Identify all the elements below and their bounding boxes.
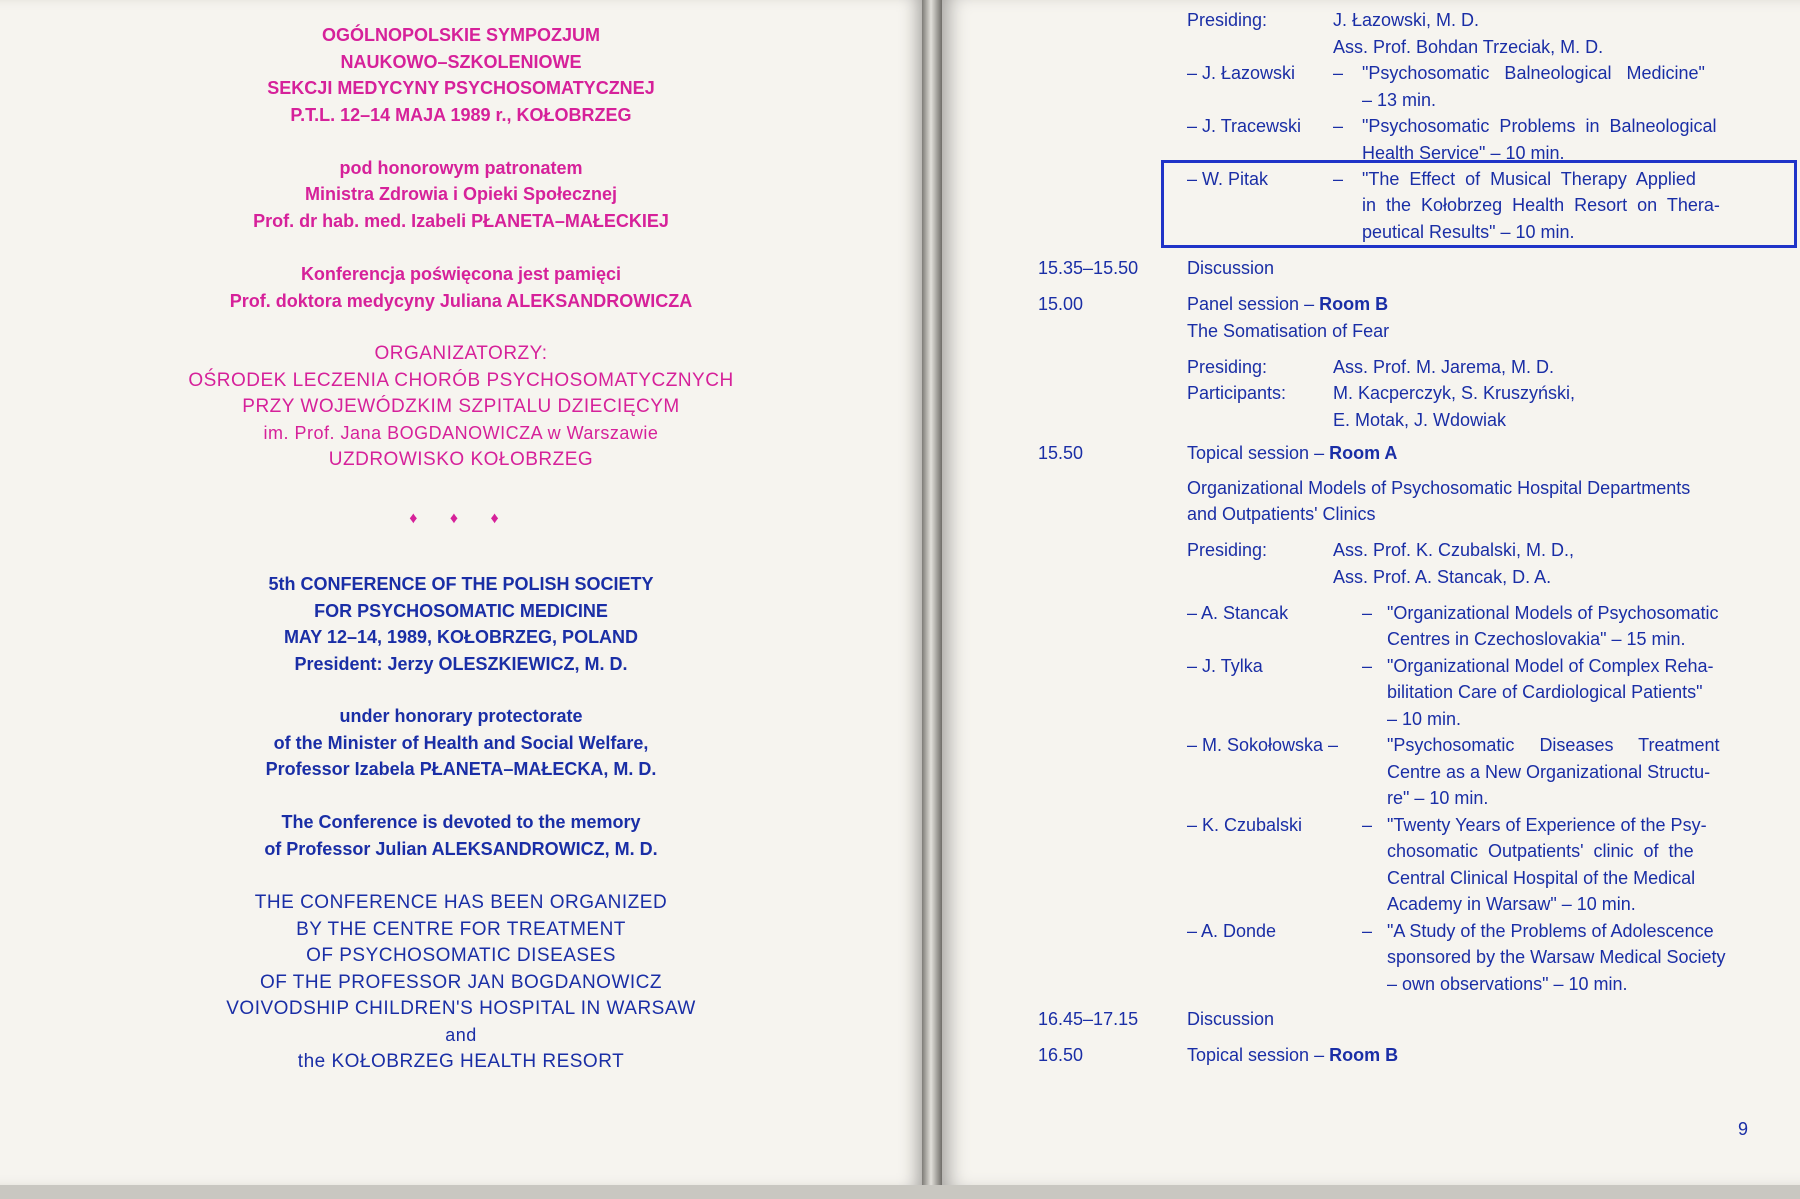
english-header-line-3: MAY 12–14, 1989, KOŁOBRZEG, POLAND [283, 627, 639, 647]
polish-header-line-3: SEKCJI MEDYCYNY PSYCHOSOMATYCZNEJ [267, 78, 655, 98]
english-organizers-line-1: THE CONFERENCE HAS BEEN ORGANIZED [254, 892, 668, 913]
talk-speaker: – A. Stancak [1187, 603, 1289, 623]
english-organizers-line-5: VOIVODSHIP CHILDREN'S HOSPITAL IN WARSAW [226, 998, 696, 1019]
schedule-time: 15.00 [1038, 294, 1084, 314]
talk-title-line: "Twenty Years of Experience of the Psy- [1387, 815, 1707, 835]
participants-label: Participants: [1187, 383, 1287, 403]
talk-dash: – [1333, 169, 1344, 189]
talk-title-line: "Organizational Model of Complex Reha- [1387, 656, 1714, 676]
polish-organizers-line-5: UZDROWISKO KOŁOBRZEG [328, 449, 594, 470]
polish-header-line-4: P.T.L. 12–14 MAJA 1989 r., KOŁOBRZEG [290, 105, 632, 125]
topical-title-line: and Outpatients' Clinics [1187, 504, 1376, 524]
talk-title-line: "Organizational Models of Psychosomatic [1387, 603, 1719, 623]
page-number: 9 [1738, 1119, 1749, 1139]
talk-speaker: – J. Tracewski [1187, 116, 1302, 136]
schedule-time: 15.50 [1038, 443, 1084, 463]
talk-title-line: "Psychosomatic Problems in Balneological [1362, 116, 1717, 136]
talk-title-line: – 13 min. [1362, 90, 1437, 110]
english-memory-line-1: The Conference is devoted to the memory [281, 812, 641, 832]
page-bottom-edge [0, 1185, 1800, 1199]
talk-title-line: Centres in Czechoslovakia" – 15 min. [1387, 629, 1686, 649]
english-organizers-line-4: OF THE PROFESSOR JAN BOGDANOWICZ [259, 972, 662, 993]
polish-memory-line-1: Konferencja poświęcona jest pamięci [300, 264, 622, 284]
talk-speaker: – M. Sokołowska – [1187, 735, 1339, 755]
session-label: Topical session – [1187, 1045, 1330, 1065]
session-label: Topical session – [1187, 443, 1330, 463]
talk-title-line: Health Service" – 10 min. [1362, 143, 1565, 163]
english-organizers-line-2: BY THE CENTRE FOR TREATMENT [296, 919, 626, 940]
english-organizers-line-7: the KOŁOBRZEG HEALTH RESORT [297, 1051, 625, 1072]
english-header-line-1: 5th CONFERENCE OF THE POLISH SOCIETY [268, 574, 654, 594]
polish-organizers-line-2: OŚRODEK LECZENIA CHORÓB PSYCHOSOMATYCZNYCH [188, 370, 734, 391]
presiding-name-2: Ass. Prof. Bohdan Trzeciak, M. D. [1333, 37, 1604, 57]
presiding-name: Ass. Prof. M. Jarema, M. D. [1333, 357, 1555, 377]
talk-title-line: re" – 10 min. [1387, 788, 1489, 808]
talk-speaker: – A. Donde [1187, 921, 1277, 941]
presiding-name: Ass. Prof. K. Czubalski, M. D., [1333, 540, 1575, 560]
english-memory-line-2: of Professor Julian ALEKSANDROWICZ, M. D. [264, 839, 658, 859]
panel-title: The Somatisation of Fear [1187, 321, 1390, 341]
room-label: Room A [1329, 443, 1398, 463]
talk-title-line: Centre as a New Organizational Structu- [1387, 762, 1711, 782]
english-patronage-line-3: Professor Izabela PŁANETA–MAŁECKA, M. D. [265, 759, 657, 779]
talk-title-line: Academy in Warsaw" – 10 min. [1387, 894, 1636, 914]
presiding-label: Presiding: [1187, 10, 1268, 30]
presiding-name-1: J. Łazowski, M. D. [1333, 10, 1480, 30]
talk-title-line: bilitation Care of Cardiological Patients" [1387, 682, 1703, 702]
polish-header-line-2: NAUKOWO–SZKOLENIOWE [340, 52, 582, 72]
participants-line: E. Motak, J. Wdowiak [1333, 410, 1507, 430]
presiding-name: Ass. Prof. A. Stancak, D. A. [1333, 567, 1552, 587]
english-header-line-2: FOR PSYCHOSOMATIC MEDICINE [314, 601, 608, 621]
topical-session-heading [1187, 1042, 1398, 1069]
english-header-line-4: President: Jerzy OLESZKIEWICZ, M. D. [294, 654, 628, 674]
schedule-time: 16.50 [1038, 1045, 1084, 1065]
talk-title-line: – own observations" – 10 min. [1387, 974, 1628, 994]
talk-dash: – [1362, 656, 1373, 676]
schedule-time: 15.35–15.50 [1038, 258, 1139, 278]
schedule-time: 16.45–17.15 [1038, 1009, 1139, 1029]
book-spine [922, 0, 942, 1199]
talk-title-line: – 10 min. [1387, 709, 1462, 729]
talk-title-line: "The Effect of Musical Therapy Applied [1362, 169, 1696, 189]
polish-patronage-line-1: pod honorowym patronatem [339, 158, 583, 178]
diamond-separator: ♦ ♦ ♦ [409, 510, 513, 527]
panel-session-heading [1187, 291, 1388, 318]
polish-organizers-line-4: im. Prof. Jana BOGDANOWICZA w Warszawie [263, 423, 659, 443]
presiding-label: Presiding: [1187, 540, 1268, 560]
talk-title-line: Central Clinical Hospital of the Medical [1387, 868, 1696, 888]
talk-title-line: sponsored by the Warsaw Medical Society [1387, 947, 1726, 967]
topical-session-heading [1187, 440, 1397, 467]
talk-title-line: peutical Results" – 10 min. [1362, 222, 1575, 242]
talk-title-line: "Psychosomatic Balneological Medicine" [1362, 63, 1705, 83]
discussion-label: Discussion [1187, 258, 1275, 278]
talk-title-line: in the Kołobrzeg Health Resort on Thera- [1362, 195, 1720, 215]
english-patronage-line-1: under honorary protectorate [339, 706, 583, 726]
session-label: Panel session – [1187, 294, 1320, 314]
polish-organizers-line-3: PRZY WOJEWÓDZKIM SZPITALU DZIECIĘCYM [242, 396, 680, 417]
english-organizers-line-3: OF PSYCHOSOMATIC DISEASES [306, 945, 616, 966]
room-label: Room B [1329, 1045, 1399, 1065]
talk-speaker: – K. Czubalski [1187, 815, 1303, 835]
english-patronage-line-2: of the Minister of Health and Social Welfare, [273, 733, 649, 753]
presiding-label: Presiding: [1187, 357, 1268, 377]
participants-line: M. Kacperczyk, S. Kruszyński, [1333, 383, 1576, 403]
room-label: Room B [1319, 294, 1389, 314]
talk-dash: – [1333, 116, 1344, 136]
polish-patronage-line-3: Prof. dr hab. med. Izabeli PŁANETA–MAŁECKIEJ [253, 211, 669, 231]
talk-speaker: – W. Pitak [1187, 169, 1269, 189]
talk-speaker: – J. Tylka [1187, 656, 1263, 676]
english-organizers-line-6: and [445, 1025, 477, 1045]
discussion-label: Discussion [1187, 1009, 1275, 1029]
talk-title-line: "A Study of the Problems of Adolescence [1387, 921, 1714, 941]
talk-dash: – [1362, 815, 1373, 835]
talk-dash: – [1362, 603, 1373, 623]
polish-memory-line-2: Prof. doktora medycyny Juliana ALEKSANDROWICZA [229, 291, 693, 311]
talk-dash: – [1362, 921, 1373, 941]
talk-speaker: – J. Łazowski [1187, 63, 1296, 83]
polish-header-line-1: OGÓLNOPOLSKIE SYMPOZJUM [321, 25, 601, 45]
talk-title-line: chosomatic Outpatients' clinic of the [1387, 841, 1694, 861]
polish-organizers-line-1: ORGANIZATORZY: [374, 343, 548, 364]
polish-patronage-line-2: Ministra Zdrowia i Opieki Społecznej [304, 184, 618, 204]
talk-dash: – [1333, 63, 1344, 83]
topical-title-line: Organizational Models of Psychosomatic Hospital Departments [1187, 478, 1691, 498]
talk-title-line: "Psychosomatic Diseases Treatment [1387, 735, 1720, 755]
